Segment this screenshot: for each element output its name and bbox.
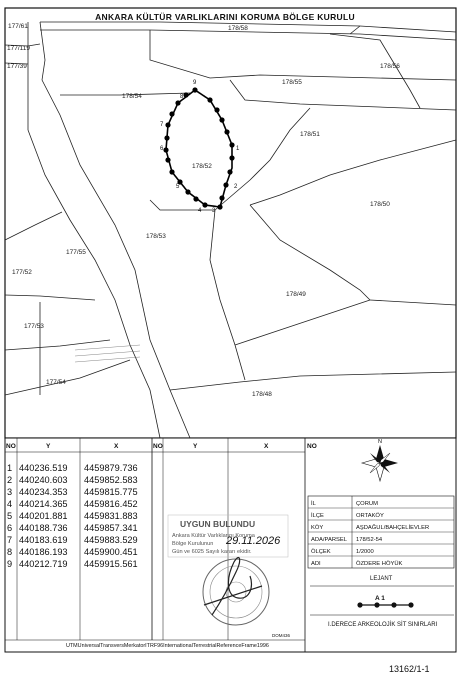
row-x: 4459915.561: [84, 559, 138, 569]
page-reference: 13162/1-1: [389, 664, 430, 674]
row-no: 3: [7, 487, 13, 497]
boundary-point-label: 5: [176, 184, 180, 190]
info-value: ÖZDERE HÖYÜK: [356, 561, 403, 567]
parcel-label: 177/54: [46, 379, 66, 386]
stamp-line: Gün ve 6025 Sayılı kararı ekidir.: [172, 549, 252, 555]
row-no: 9: [7, 559, 13, 569]
header-y: Y: [46, 443, 51, 450]
parcel-label: 178/54: [122, 93, 142, 100]
row-x: 4459852.583: [84, 475, 138, 485]
boundary-point-label: 3: [212, 208, 216, 214]
parcel-label: 178/55: [282, 79, 302, 86]
row-x: 4459831.883: [84, 511, 138, 521]
row-no: 4: [7, 499, 13, 509]
parcel-label: 178/53: [146, 233, 166, 240]
header-x: X: [114, 443, 119, 450]
row-no: 7: [7, 535, 13, 545]
row-no: 6: [7, 523, 13, 533]
info-key: İL: [311, 501, 316, 507]
row-no: 2: [7, 475, 13, 485]
info-value: 1/2000: [356, 549, 374, 555]
info-key: İLÇE: [311, 513, 324, 519]
parcel-label: 178/48: [252, 391, 272, 398]
row-x: 4459815.775: [84, 487, 138, 497]
row-y: 440234.353: [19, 487, 68, 497]
header-no: NO: [153, 443, 163, 450]
info-key: ADI: [311, 561, 321, 567]
parcel-label: 178/49: [286, 291, 306, 298]
parcel-label: 178/58: [228, 25, 248, 32]
row-x: 4459900.451: [84, 547, 138, 557]
row-no: 1: [7, 463, 13, 473]
parcel-label: 178/56: [380, 63, 400, 70]
row-no: 8: [7, 547, 13, 557]
info-value: AŞDAĞUL/BAHÇELİEVLER: [356, 525, 430, 531]
legend-description: I.DERECE ARKEOLOJİK SİT SINIRLARI: [328, 622, 438, 628]
parcel-label: 177/55: [66, 249, 86, 256]
row-x: 4459883.529: [84, 535, 138, 545]
row-y: 440186.193: [19, 547, 68, 557]
parcel-label: 177/53: [24, 323, 44, 330]
row-no: 5: [7, 511, 13, 521]
boundary-point-label: 9: [193, 80, 197, 86]
info-key: ADA/PARSEL: [311, 537, 347, 543]
legend-title: LEJANT: [370, 576, 393, 582]
legend-symbol-label: A 1: [375, 595, 385, 602]
header-y: Y: [193, 443, 198, 450]
stamp-title: UYGUN BULUNDU: [180, 519, 256, 529]
boundary-point-label: 2: [234, 184, 238, 190]
row-x: 4459816.452: [84, 499, 138, 509]
stamp-line: Ankara Kültür Varlıklarını Koruma: [172, 533, 255, 539]
info-value: 178/52-54: [356, 537, 383, 543]
bottom-panel: [5, 438, 456, 652]
north-label: N: [378, 439, 382, 445]
info-value: ÇORUM: [356, 501, 378, 507]
info-value: ORTAKÖY: [356, 513, 384, 519]
page-title: ANKARA KÜLTÜR VARLIKLARINI KORUMA BÖLGE KURULU: [95, 12, 355, 22]
projection-footer: UTMUniversalTransversMerkatorITRF96InternationalTerrestrialReferenceFrame1996: [66, 643, 269, 649]
row-y: 440212.719: [19, 559, 68, 569]
parcel-label: 177/39: [7, 63, 27, 70]
header-x: X: [264, 443, 269, 450]
row-y: 440236.519: [19, 463, 68, 473]
row-y: 440240.603: [19, 475, 68, 485]
parcel-label: 177/61: [8, 23, 28, 30]
parcel-label: 178/51: [300, 131, 320, 138]
header-no: NO: [6, 443, 16, 450]
parcel-label: 178/52: [192, 163, 212, 170]
header-no: NO: [307, 443, 317, 450]
boundary-point-label: 1: [236, 146, 240, 152]
stamp-line: Bölge Kurulunun: [172, 541, 214, 547]
row-y: 440188.736: [19, 523, 68, 533]
boundary-point-label: 7: [160, 122, 164, 128]
row-y: 440183.619: [19, 535, 68, 545]
row-x: 4459879.736: [84, 463, 138, 473]
parcel-label: 178/50: [370, 201, 390, 208]
datum-label: DOM436: [272, 633, 291, 638]
parcel-label: 177/52: [12, 269, 32, 276]
row-y: 440201.881: [19, 511, 68, 521]
parcel-label: 177/119: [7, 45, 31, 52]
boundary-point-label: 6: [160, 146, 164, 152]
row-y: 440214.365: [19, 499, 68, 509]
boundary-point-label: 8: [180, 94, 184, 100]
cadastral-map: [5, 8, 456, 438]
stamp-date: 29.11.2026: [226, 535, 281, 547]
info-key: ÖLÇEK: [311, 549, 331, 555]
info-key: KÖY: [311, 525, 324, 531]
boundary-point-label: 4: [198, 208, 202, 214]
row-x: 4459857.341: [84, 523, 138, 533]
